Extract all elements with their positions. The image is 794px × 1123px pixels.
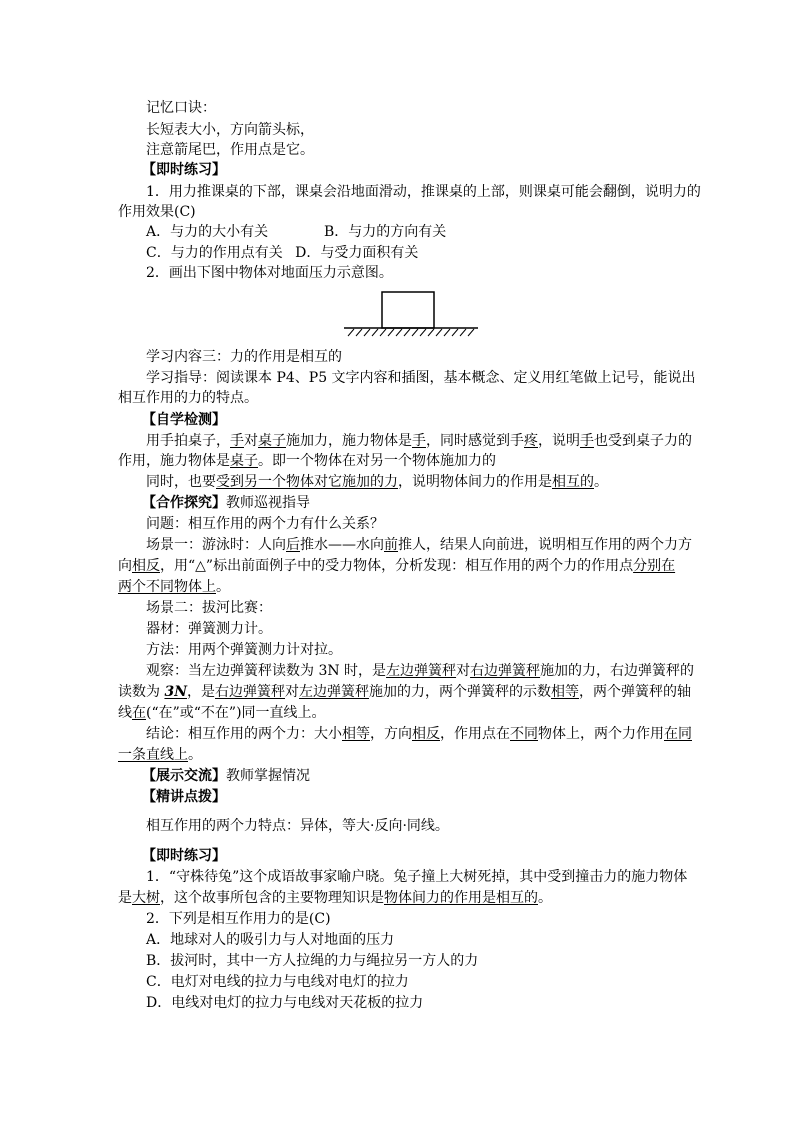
scene1-line1: 场景一：游泳时：人向后推水——水向前推人，结果人向前进，说明相互作用的两个力方 [146, 537, 692, 553]
option-d: D．与受力面积有关 [295, 245, 419, 261]
practice2-q2: 2．下列是相互作用力的是(C) [146, 911, 331, 927]
content3-title: 学习内容三：力的作用是相互的 [146, 349, 342, 365]
mnemonic-line-2: 注意箭尾巴，作用点是它。 [146, 142, 314, 158]
scene2-title: 场景二：拔河比赛： [146, 600, 272, 616]
practice-q1-line1: 1．用力推课桌的下部，课桌会沿地面滑动，推课桌的上部，则课桌可能会翻倒，说明力的 [146, 184, 701, 200]
content3-guide-line1: 学习指导：阅读课本 P4、P5 文字内容和插图，基本概念、定义用红笔做上记号，能说出 [146, 370, 696, 386]
conclusion-line1: 结论：相互作用的两个力：大小相等，方向相反，作用点在不同物体上，两个力作用在同 [146, 726, 692, 742]
ground-hatching [348, 329, 474, 336]
option-row-ab [146, 222, 716, 242]
practice2-q1-line2: 是大树，这个故事所包含的主要物理知识是物体间力的作用是相互的。 [118, 890, 552, 906]
scene2-method: 方法：用两个弹簧测力计对拉。 [146, 642, 342, 658]
scene1-line3: 两个不同物体上。 [118, 579, 230, 595]
explain-text: 相互作用的两个力特点：异体，等大·反向·同线。 [146, 818, 449, 834]
option-b: B．与力的方向有关 [324, 224, 447, 240]
scene2-equipment: 器材：弹簧测力计。 [146, 621, 272, 637]
selfcheck-line3: 同时，也要受到另一个物体对它施加的力，说明物体间力的作用是相互的。 [146, 474, 608, 490]
observation-line3: 线在(“在”或“不在”)同一直线上。 [118, 705, 326, 721]
option-c: C．与力的作用点有关 [146, 245, 283, 261]
practice2-option-a: A．地球对人的吸引力与人对地面的压力 [146, 932, 395, 948]
practice2-heading: 【即时练习】 [142, 848, 226, 864]
coop-heading-line: 【合作探究】教师巡视指导 [142, 495, 310, 511]
practice2-option-d: D．电线对电灯的拉力与电线对天花板的拉力 [146, 995, 424, 1011]
selfcheck-line2: 作用，施力物体是桌子。即一个物体在对另一个物体施加力的 [118, 453, 496, 469]
conclusion-line2: 一条直线上。 [118, 747, 202, 763]
mnemonic-line-1: 长短表大小，方向箭头标， [146, 122, 314, 138]
practice-q2: 2．画出下图中物体对地面压力示意图。 [146, 265, 393, 281]
practice2-option-b: B．拔河时，其中一方人拉绳的力与绳拉另一方人的力 [146, 953, 479, 969]
practice2-q1-line1: 1．“守株待兔”这个成语故事家喻户晓。兔子撞上大树死掉，其中受到撞击力的施力物体 [146, 869, 688, 885]
selfcheck-line1: 用手拍桌子，手对桌子施加力，施力物体是手，同时感觉到手疼，说明手也受到桌子力的 [146, 433, 692, 449]
option-a: A．与力的大小有关 [146, 224, 269, 240]
observation-line1: 观察：当左边弹簧秤读数为 3N 时，是左边弹簧秤对右边弹簧秤施加的力，右边弹簧秤的 [146, 663, 695, 679]
explain-heading: 【精讲点拨】 [142, 789, 226, 805]
selfcheck-heading: 【自学检测】 [142, 412, 226, 428]
practice2-option-c: C．电灯对电线的拉力与电线对电灯的拉力 [146, 974, 409, 990]
practice-heading: 【即时练习】 [142, 162, 226, 178]
practice-q1-line2: 作用效果(C) [118, 204, 196, 220]
content3-guide-line2: 相互作用的力的特点。 [118, 390, 258, 406]
mnemonic-title: 记忆口诀： [146, 100, 216, 116]
coop-question: 问题：相互作用的两个力有什么关系？ [146, 516, 384, 532]
option-row-cd [146, 243, 716, 263]
scene1-line2: 向相反，用“△”标出前面例子中的受力物体，分析发现：相互作用的两个力的作用点分别在 [118, 558, 676, 574]
observation-line2: 读数为 3N，是右边弹簧秤对左边弹簧秤施加的力，两个弹簧秤的示数相等，两个弹簧秤的轴 [118, 684, 691, 700]
block-shape [382, 292, 434, 328]
show-heading-line: 【展示交流】教师掌握情况 [142, 768, 310, 784]
block-on-ground-figure [340, 288, 482, 344]
